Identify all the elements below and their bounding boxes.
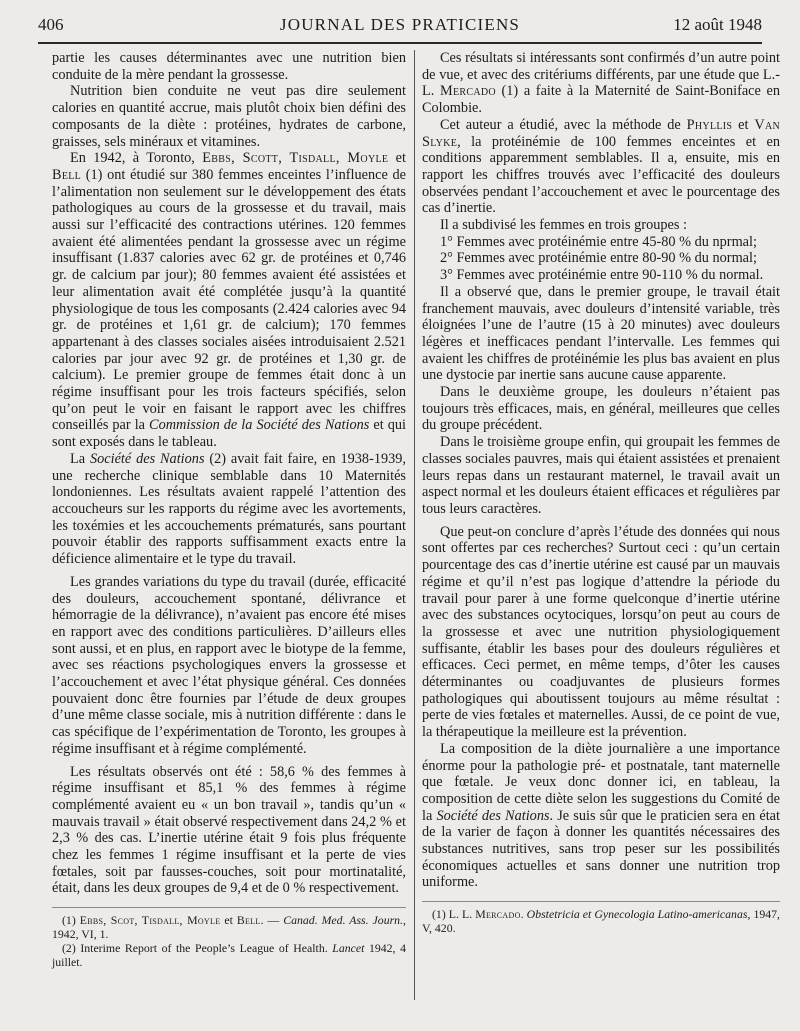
paragraph (422, 741, 780, 891)
author-name: Van Slyke (422, 116, 781, 150)
text-run: (1) a faite à la Maternité de Saint-Boniface en Colombie. (422, 83, 780, 117)
paragraph (422, 50, 780, 117)
author-name: Mercado (439, 83, 496, 100)
text-run: et (388, 150, 406, 167)
journal-title: JOURNAL DES PRATICIENS (279, 15, 521, 34)
text-run: . (520, 907, 527, 922)
footnote (422, 908, 780, 936)
footnote-rule (422, 901, 780, 902)
text-run: (2) Interime Report of the People’s League of Health. (62, 940, 333, 955)
paragraph: Dans le troisième groupe enfin, qui groupait les femmes de classes sociales pauvres, mais qui étaient assistées et prenaient leurs repas dans un restaurant maternel, le travail avait un aspect normal et les douleurs étaient efficaces et régulières par tous leurs caractères. (422, 434, 780, 517)
running-header (38, 8, 762, 44)
list-item: 2° Femmes avec protéinémie entre 80-90 % du normal; (440, 250, 757, 267)
paragraph: Il a subdivisé les femmes en trois groupes : (440, 217, 687, 234)
column-divider (414, 50, 415, 1000)
footnote-rule (52, 907, 406, 908)
text-run: Cet auteur a étudié, avec la méthode de (440, 116, 687, 133)
paragraph (52, 150, 406, 451)
list-item: 3° Femmes avec protéinémie entre 90-110 % du normal. (440, 267, 764, 284)
text-run: La composition de la diète journalière a une importance énorme pour la pathologie pré- et postnatale, tant maternelle que fœtale. Je veux donc donner ici, en tableau, la composition de cette diète selon les suggestions du Comité de la (422, 740, 780, 824)
text-run: (1) L. L. (432, 907, 476, 922)
text-run: . Je suis sûr que le praticien sera en état de la varier de façon à donner les quantités nécessaires des substances nutritives, sans trop peser sur les possibilités économiques actuelles et sans donner une nutrition trop uniforme. (422, 807, 780, 891)
text-run: et qui sont exposés dans le tableau. (52, 417, 406, 451)
journal-name: Obstetricia et Gynecologia Latino-americanas (526, 907, 748, 922)
author-name: Bell (52, 166, 82, 183)
left-column (52, 50, 406, 969)
text-run: La (70, 450, 90, 467)
text-run: et (732, 116, 755, 133)
text-run: , 1942, VI, 1. (52, 913, 406, 941)
text-run: Ces résultats si intéressants sont confirmés d’un autre point de vue, et avec des critériums différents, par une étude que L.-L. (422, 50, 780, 100)
italic-reference: Commission de la Société des Nations (149, 417, 370, 434)
list-item: 1° Femmes avec protéinémie entre 45-80 % du nprmal; (440, 233, 757, 250)
text-run: , la protéinémie de 100 femmes enceintes et en conditions apparemment semblables. Il a, ensuite, mis en rapport les chiffres trouvés avec l’efficacité des douleurs observées pendant l’accouchement et avec le pourcentage des cas d’inertie. (422, 133, 780, 217)
italic-reference: Société des Nations (436, 807, 550, 824)
italic-reference: Société des Nations (89, 450, 205, 467)
paragraph: Il a observé que, dans le premier groupe, le travail était franchement mauvais, avec douleurs d’intensité variable, très éloignées l’une de l’autre (15 à 20 minutes) avec douleurs légères et inefficaces pendant l’intervalle. Les femmes qui avaient les chiffres de protéinémie les plus bas avaient en plus une dystocie par inertie sans aucune cause apparente. (422, 283, 780, 384)
right-column (422, 50, 780, 936)
paragraph: Les grandes variations du type du travail (durée, efficacité des douleurs, accouchement spontané, délivrance et hémorragie de la délivrance), n’avaient pas encore été mises en rapport avec des conditions particulières. D’ailleurs elles sont aussi, et en plus, en rapport avec le biotype de la femme, avec ses réactions psychologiques envers la grossesse et l’accouchement et avec l’état physique général. Ces données pouvaient donc être fournies par l’étude de deux groupes d’une même classe sociale, mis à nutrition différente : dans le cas spécifique de l’expérimentation de Toronto, les groupes à régime insuffisant et à régime complémenté. (52, 573, 406, 757)
text-run: 1942, 4 juillet. (52, 940, 406, 969)
issue-date: 12 août 1948 (673, 15, 762, 34)
footnote (52, 942, 406, 970)
text-run: (2) avait fait faire, en 1938-1939, une recherche clinique semblable dans 10 Maternités londoniennes. Les résultats avaient rappelé l’attention des accoucheurs sur les rapports du régime avec les avortements, les toxémies et les accouchements prématurés, sans pourtant pouvoir établir des rapports suffisamment exacts entre la déficience alimentaire et le type du travail. (52, 450, 406, 568)
paragraph: Que peut-on conclure d’après l’étude des données qui nous sont offertes par ces recherches? Surtout ceci : qu’un certain pourcentage des cas d’inertie utérine est causé par un mauvais régime et qu’il n’est pas logique d’attendre la période du travail pour parer à une forme quelconque d’inertie utérine avec des substances ocytociques, lorsqu’on peut au cours de la grossesse et avec une nutrition physiologiquement suffisante, établir les bases pour des douleurs régulières et efficaces. Ceci permet, en même temps, d’ôter les causes déterminantes ou coadjuvantes de plusieurs formes pathologiques qui aboutissent toujours au même résultat : perte de vies fœtales et maternelles. Aussi, de ce point de vue, la thérapeutique la meilleure est la prévention. (422, 523, 780, 741)
author-name: Mercado (475, 907, 521, 922)
journal-name: Lancet (332, 940, 365, 955)
text-run: (1) (62, 913, 80, 928)
footnote (52, 914, 406, 942)
paragraph (52, 451, 406, 568)
text-run: . — (260, 913, 284, 928)
paragraph: partie les causes déterminantes avec une nutrition bien conduite de la mère pendant la grossesse. (52, 50, 406, 83)
page-number: 406 (38, 15, 64, 34)
text-run: et (220, 913, 237, 928)
journal-name: Canad. Med. Ass. Journ. (283, 913, 404, 928)
author-name: Bell (236, 913, 261, 928)
text-run: En 1942, à Toronto, (70, 150, 203, 167)
text-run: , 1947, V, 420. (422, 907, 780, 935)
paragraph: Dans le deuxième groupe, les douleurs n’étaient pas toujours très efficaces, mais, en général, meilleures que celles du groupe précédent. (422, 384, 780, 434)
author-names: Ebbs, Scot, Tisdall, Moyle (79, 913, 221, 928)
author-names: Ebbs, Scott, Tisdall, Moyle (202, 150, 389, 167)
paragraph (422, 117, 780, 217)
author-name: Phyllis (686, 116, 733, 133)
paragraph: Les résultats observés ont été : 58,6 % des femmes à régime insuffisant et 85,1 % des femmes à régime complémenté avaient eu « un bon travail », tandis qu’un « mauvais travail » était observé respectivement dans 24,2 % et 2,3 % des cas. L’inertie utérine était 9 fois plus fréquente chez les femmes 1 régime insuffisant et la perte de vies fœtales, soit par fausses-couches, soit pour mortinatalité, était, dans les deux groupes de 9,4 et de 0 % respectivement. (52, 763, 406, 897)
paragraph: Nutrition bien conduite ne veut pas dire seulement calories en quantité accrue, mais plutôt choix bien défini des composants de la diète : protéines, hydrates de carbone, graisses, sels minéraux et vitamines. (52, 83, 406, 150)
text-run: (1) ont étudié sur 380 femmes enceintes l’influence de l’alimentation non seulement sur le développement des états pathologiques au cours de la grossesse et du travail, mais aussi sur l’efficacité des contractions utérines. 120 femmes avaient été alimentées pendant la grossesse avec un régime insuffisant (1.837 calories avec 62 gr. de protéines et 0,746 gr. de calcium par jour); 80 femmes avaient été assistées et leur alimentation avait été complétée jusqu’à la quantité physiologique de tous les composants (2.424 calories avec 94 gr. de protéines et 1,61 gr. de calcium); 170 femmes appartenant à des classes sociales aisées introduisaient 2.521 calories par jour avec 92 gr. de protéines et 1,30 gr. de calcium). Le premier groupe de femmes était donc à un régime insuffisant pour les trois facteurs spécifiés, selon qu’on peut le voir en faisant le rapport avec les chiffres conseillés par la (52, 166, 406, 434)
